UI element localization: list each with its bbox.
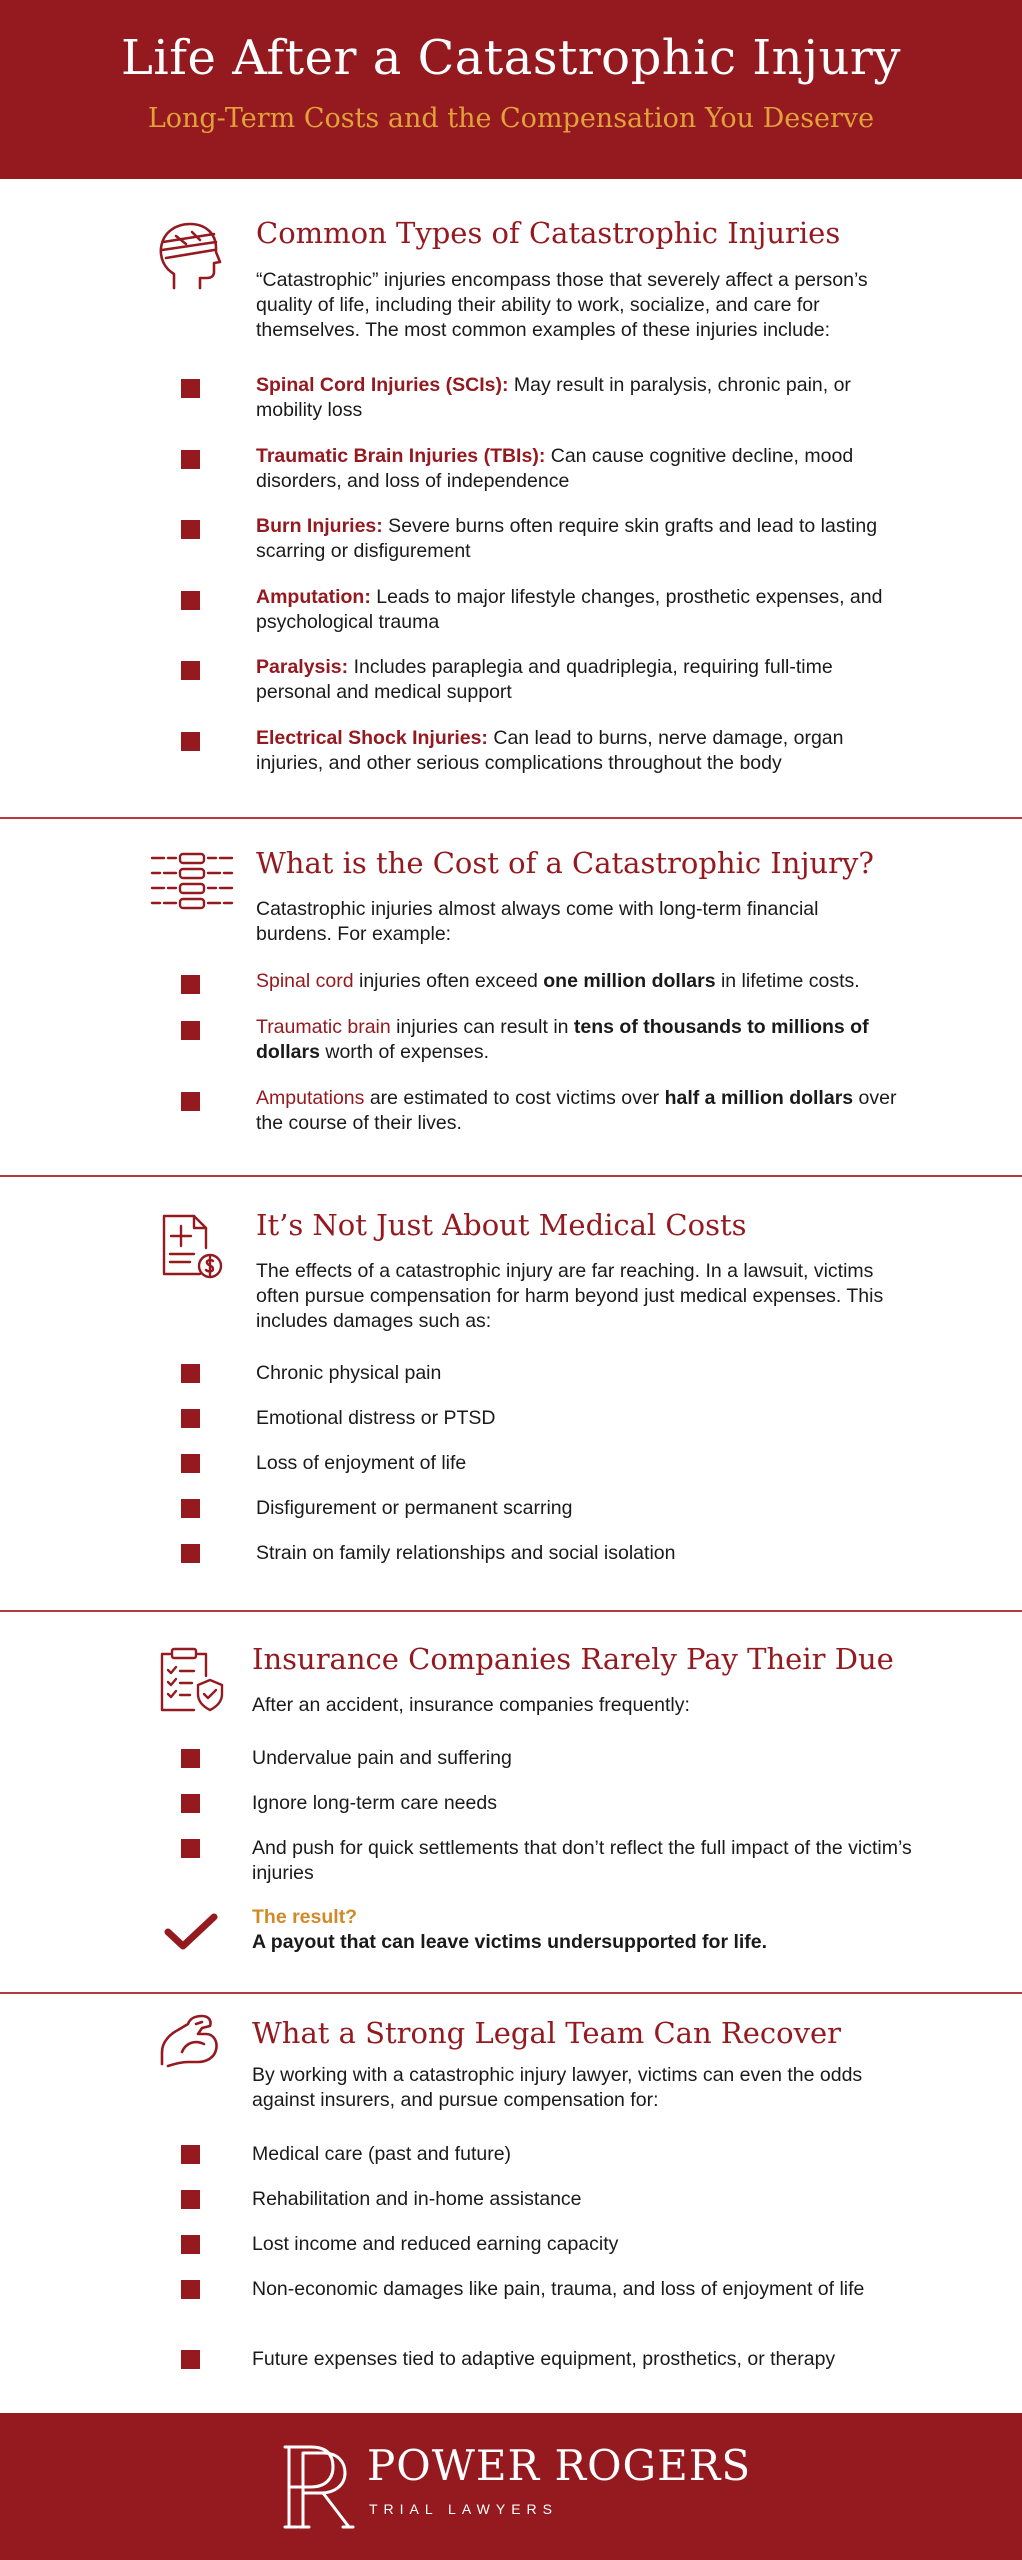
page-title: Life After a Catastrophic Injury — [121, 30, 901, 86]
bullet-square — [181, 450, 200, 469]
bullet-square — [181, 661, 200, 680]
item-text: are estimated to cost victims over — [364, 1087, 665, 1109]
section-intro-medical-costs: The effects of a catastrophic injury are far reaching. In a lawsuit, victims often pursue compensation for harm beyond just medical expenses. This includes damages such as: — [256, 1260, 884, 1332]
item-text: Disfigurement or permanent scarring — [256, 1497, 573, 1519]
item-text: May result in paralysis, chronic pain, or mobility loss — [256, 374, 851, 421]
bullet-square — [181, 591, 200, 610]
bullet-square — [181, 520, 200, 539]
item-label: Traumatic Brain Injuries (TBIs): — [256, 445, 546, 467]
head-injury-icon — [156, 220, 222, 297]
pr-monogram-logo — [283, 2443, 355, 2536]
bullet-square — [181, 1092, 200, 1111]
section-divider — [0, 1175, 1022, 1177]
item-text: And push for quick settlements that don’t reflect the full impact of the victim’s injuries — [252, 1837, 912, 1884]
page-footer — [0, 2413, 1022, 2560]
item-label: Spinal Cord Injuries (SCIs): — [256, 374, 509, 396]
item-text: in lifetime costs. — [715, 970, 860, 992]
result-callout — [252, 1905, 767, 1955]
result-text: A payout that can leave victims undersupported for life. — [252, 1931, 768, 1953]
item-text: worth of expenses. — [319, 1041, 490, 1063]
item-text: Can lead to burns, nerve damage, organ injuries, and other serious complications throughout the body — [256, 727, 844, 774]
item-text: Future expenses tied to adaptive equipment, prosthetics, or therapy — [252, 2348, 836, 2370]
bullet-square — [181, 1839, 200, 1858]
item-text: Emotional distress or PTSD — [256, 1407, 496, 1429]
flexed-arm-icon — [158, 2012, 220, 2073]
item-label: Paralysis: — [256, 656, 349, 678]
item-text: Strain on family relationships and social isolation — [256, 1542, 676, 1564]
spine-icon — [150, 850, 234, 921]
bullet-square — [181, 975, 200, 994]
item-text: Ignore long-term care needs — [252, 1792, 497, 1814]
bullet-square — [181, 2235, 200, 2254]
section-divider — [0, 1610, 1022, 1612]
section-title-legal-team: What a Strong Legal Team Can Recover — [252, 2016, 841, 2050]
section-intro-insurance: After an accident, insurance companies frequently: — [252, 1694, 690, 1716]
item-text: injuries can result in — [390, 1016, 574, 1038]
page-subtitle: Long-Term Costs and the Compensation You Deserve — [147, 103, 875, 134]
item-text: Loss of enjoyment of life — [256, 1452, 467, 1474]
bullet-square — [181, 1364, 200, 1383]
brand-tagline: TRIAL LAWYERS — [369, 2501, 558, 2517]
section-divider — [0, 817, 1022, 819]
page-header — [0, 0, 1022, 179]
item-text: Can cause cognitive decline, mood disorders, and loss of independence — [256, 445, 854, 492]
item-text: Leads to major lifestyle changes, prosthetic expenses, and psychological trauma — [256, 586, 883, 633]
item-emphasis: half a million dollars — [664, 1087, 854, 1109]
item-text: Rehabilitation and in-home assistance — [252, 2188, 582, 2210]
item-label: Electrical Shock Injuries: — [256, 727, 488, 749]
checkmark-icon — [163, 1912, 219, 1957]
item-label: Amputations — [256, 1087, 365, 1109]
bullet-square — [181, 1499, 200, 1518]
bullet-square — [181, 379, 200, 398]
item-text: Includes paraplegia and quadriplegia, requiring full-time personal and medical support — [256, 656, 833, 703]
item-text: Medical care (past and future) — [252, 2143, 512, 2165]
bullet-square — [181, 2350, 200, 2369]
item-text: injuries often exceed — [353, 970, 544, 992]
item-text: Severe burns often require skin grafts and lead to lasting scarring or disfigurement — [256, 515, 878, 562]
item-text: Non-economic damages like pain, trauma, and loss of enjoyment of life — [252, 2278, 865, 2300]
item-text: Undervalue pain and suffering — [252, 1747, 512, 1769]
bullet-square — [181, 1749, 200, 1768]
bullet-square — [181, 1794, 200, 1813]
item-text: Lost income and reduced earning capacity — [252, 2233, 619, 2255]
item-label: Burn Injuries: — [256, 515, 383, 537]
bullet-square — [181, 1409, 200, 1428]
medical-bill-icon — [160, 1212, 224, 1287]
bullet-square — [181, 2145, 200, 2164]
section-title-insurance: Insurance Companies Rarely Pay Their Due — [252, 1642, 894, 1676]
bullet-square — [181, 732, 200, 751]
bullet-square — [181, 2190, 200, 2209]
bullet-square — [181, 2280, 200, 2299]
section-title-injury-types: Common Types of Catastrophic Injuries — [256, 216, 841, 250]
result-label: The result? — [252, 1906, 358, 1928]
section-title-medical-costs: It’s Not Just About Medical Costs — [256, 1208, 747, 1242]
item-emphasis: one million dollars — [543, 970, 716, 992]
item-label: Traumatic brain — [256, 1016, 391, 1038]
item-emphasis: tens of thousands to millions of dollars — [256, 1016, 869, 1063]
item-label: Amputation: — [256, 586, 371, 608]
brand-name: POWER ROGERS — [367, 2441, 752, 2490]
bullet-square — [181, 1021, 200, 1040]
item-text: over the course of their lives. — [256, 1087, 897, 1134]
section-divider — [0, 1992, 1022, 1994]
section-title-cost: What is the Cost of a Catastrophic Injury? — [256, 846, 874, 880]
bullet-square — [181, 1544, 200, 1563]
item-label: Spinal cord — [256, 970, 354, 992]
insurance-clipboard-icon — [158, 1646, 226, 1719]
section-intro-legal-team: By working with a catastrophic injury lawyer, victims can even the odds against insurers, and pursue compensation for: — [252, 2064, 863, 2111]
bullet-square — [181, 1454, 200, 1473]
section-intro-injury-types: “Catastrophic” injuries encompass those that severely affect a person’s quality of life, including their ability to work, socialize, and care for themselves. The most common examples of these injuries include: — [256, 269, 868, 341]
section-intro-cost: Catastrophic injuries almost always come with long-term financial burdens. For example: — [256, 898, 819, 945]
item-text: Chronic physical pain — [256, 1362, 442, 1384]
